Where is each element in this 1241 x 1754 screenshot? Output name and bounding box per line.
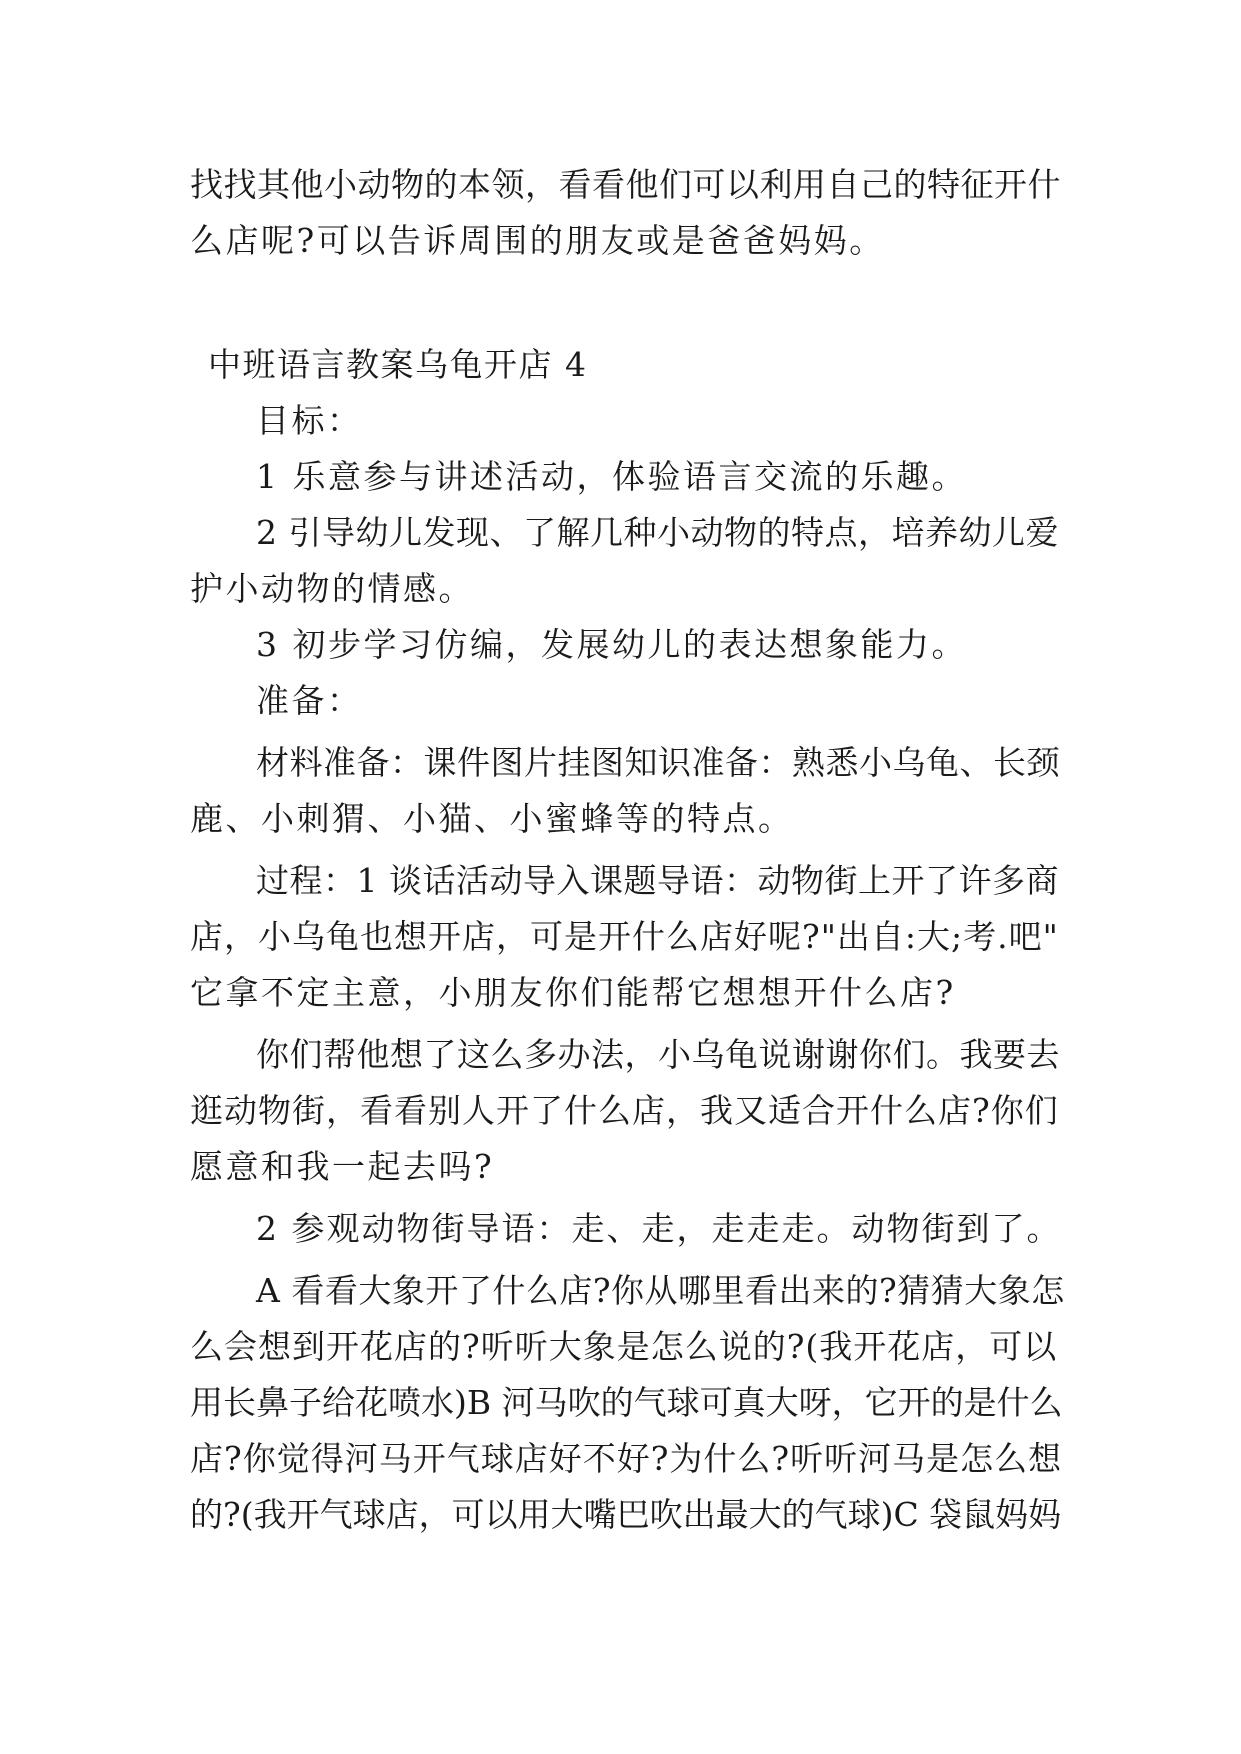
paragraph-line-2: 逛动物街，看看别人开了什么店，我又适合开什么店?你们 bbox=[190, 1091, 1059, 1130]
story-line-5: 的?(我开气球店，可以用大嘴巴吹出最大的气球)C 袋鼠妈妈 bbox=[190, 1495, 1062, 1534]
paragraph-line-3: 愿意和我一起去吗? bbox=[190, 1147, 495, 1186]
process-line-2: 店，小乌龟也想开店，可是开什么店好呢?"出自:大;考.吧" bbox=[190, 917, 1059, 956]
goal-label: 目标： bbox=[256, 401, 363, 440]
story-line-1: A 看看大象开了什么店?你从哪里看出来的?猜猜大象怎 bbox=[256, 1271, 1065, 1310]
goal-item-2-cont: 护小动物的情感。 bbox=[190, 569, 474, 608]
intro-line-2: 么店呢?可以告诉周围的朋友或是爸爸妈妈。 bbox=[190, 221, 885, 260]
process-line-1: 过程：1 谈话活动导入课题导语：动物街上开了许多商 bbox=[256, 861, 1059, 900]
prep-materials-cont: 鹿、小刺猬、小猫、小蜜蜂等的特点。 bbox=[190, 799, 794, 838]
process-line-3: 它拿不定主意，小朋友你们能帮它想想开什么店? bbox=[190, 973, 956, 1012]
prep-materials: 材料准备：课件图片挂图知识准备：熟悉小乌龟、长颈 bbox=[256, 743, 1060, 782]
prep-label: 准备： bbox=[256, 681, 363, 720]
story-line-2: 么会想到开花店的?听听大象是怎么说的?(我开花店，可以 bbox=[190, 1327, 1058, 1366]
goal-item-1: 1 乐意参与讲述活动，体验语言交流的乐趣。 bbox=[256, 457, 967, 496]
paragraph-line-1: 你们帮他想了这么多办法，小乌龟说谢谢你们。我要去 bbox=[256, 1035, 1060, 1074]
intro-line-1: 找找其他小动物的本领，看看他们可以利用自己的特征开什 bbox=[190, 165, 1061, 204]
goal-item-2: 2 引导幼儿发现、了解几种小动物的特点，培养幼儿爱 bbox=[256, 513, 1059, 552]
story-line-3: 用长鼻子给花喷水)B 河马吹的气球可真大呀，它开的是什么 bbox=[190, 1383, 1063, 1422]
story-line-4: 店?你觉得河马开气球店好不好?为什么?听听河马是怎么想 bbox=[190, 1439, 1063, 1478]
section-title: 中班语言教案乌龟开店 4 bbox=[208, 345, 588, 384]
visit-line: 2 参观动物街导语：走、走，走走走。动物街到了。 bbox=[256, 1209, 1062, 1248]
goal-item-3: 3 初步学习仿编，发展幼儿的表达想象能力。 bbox=[256, 625, 967, 664]
